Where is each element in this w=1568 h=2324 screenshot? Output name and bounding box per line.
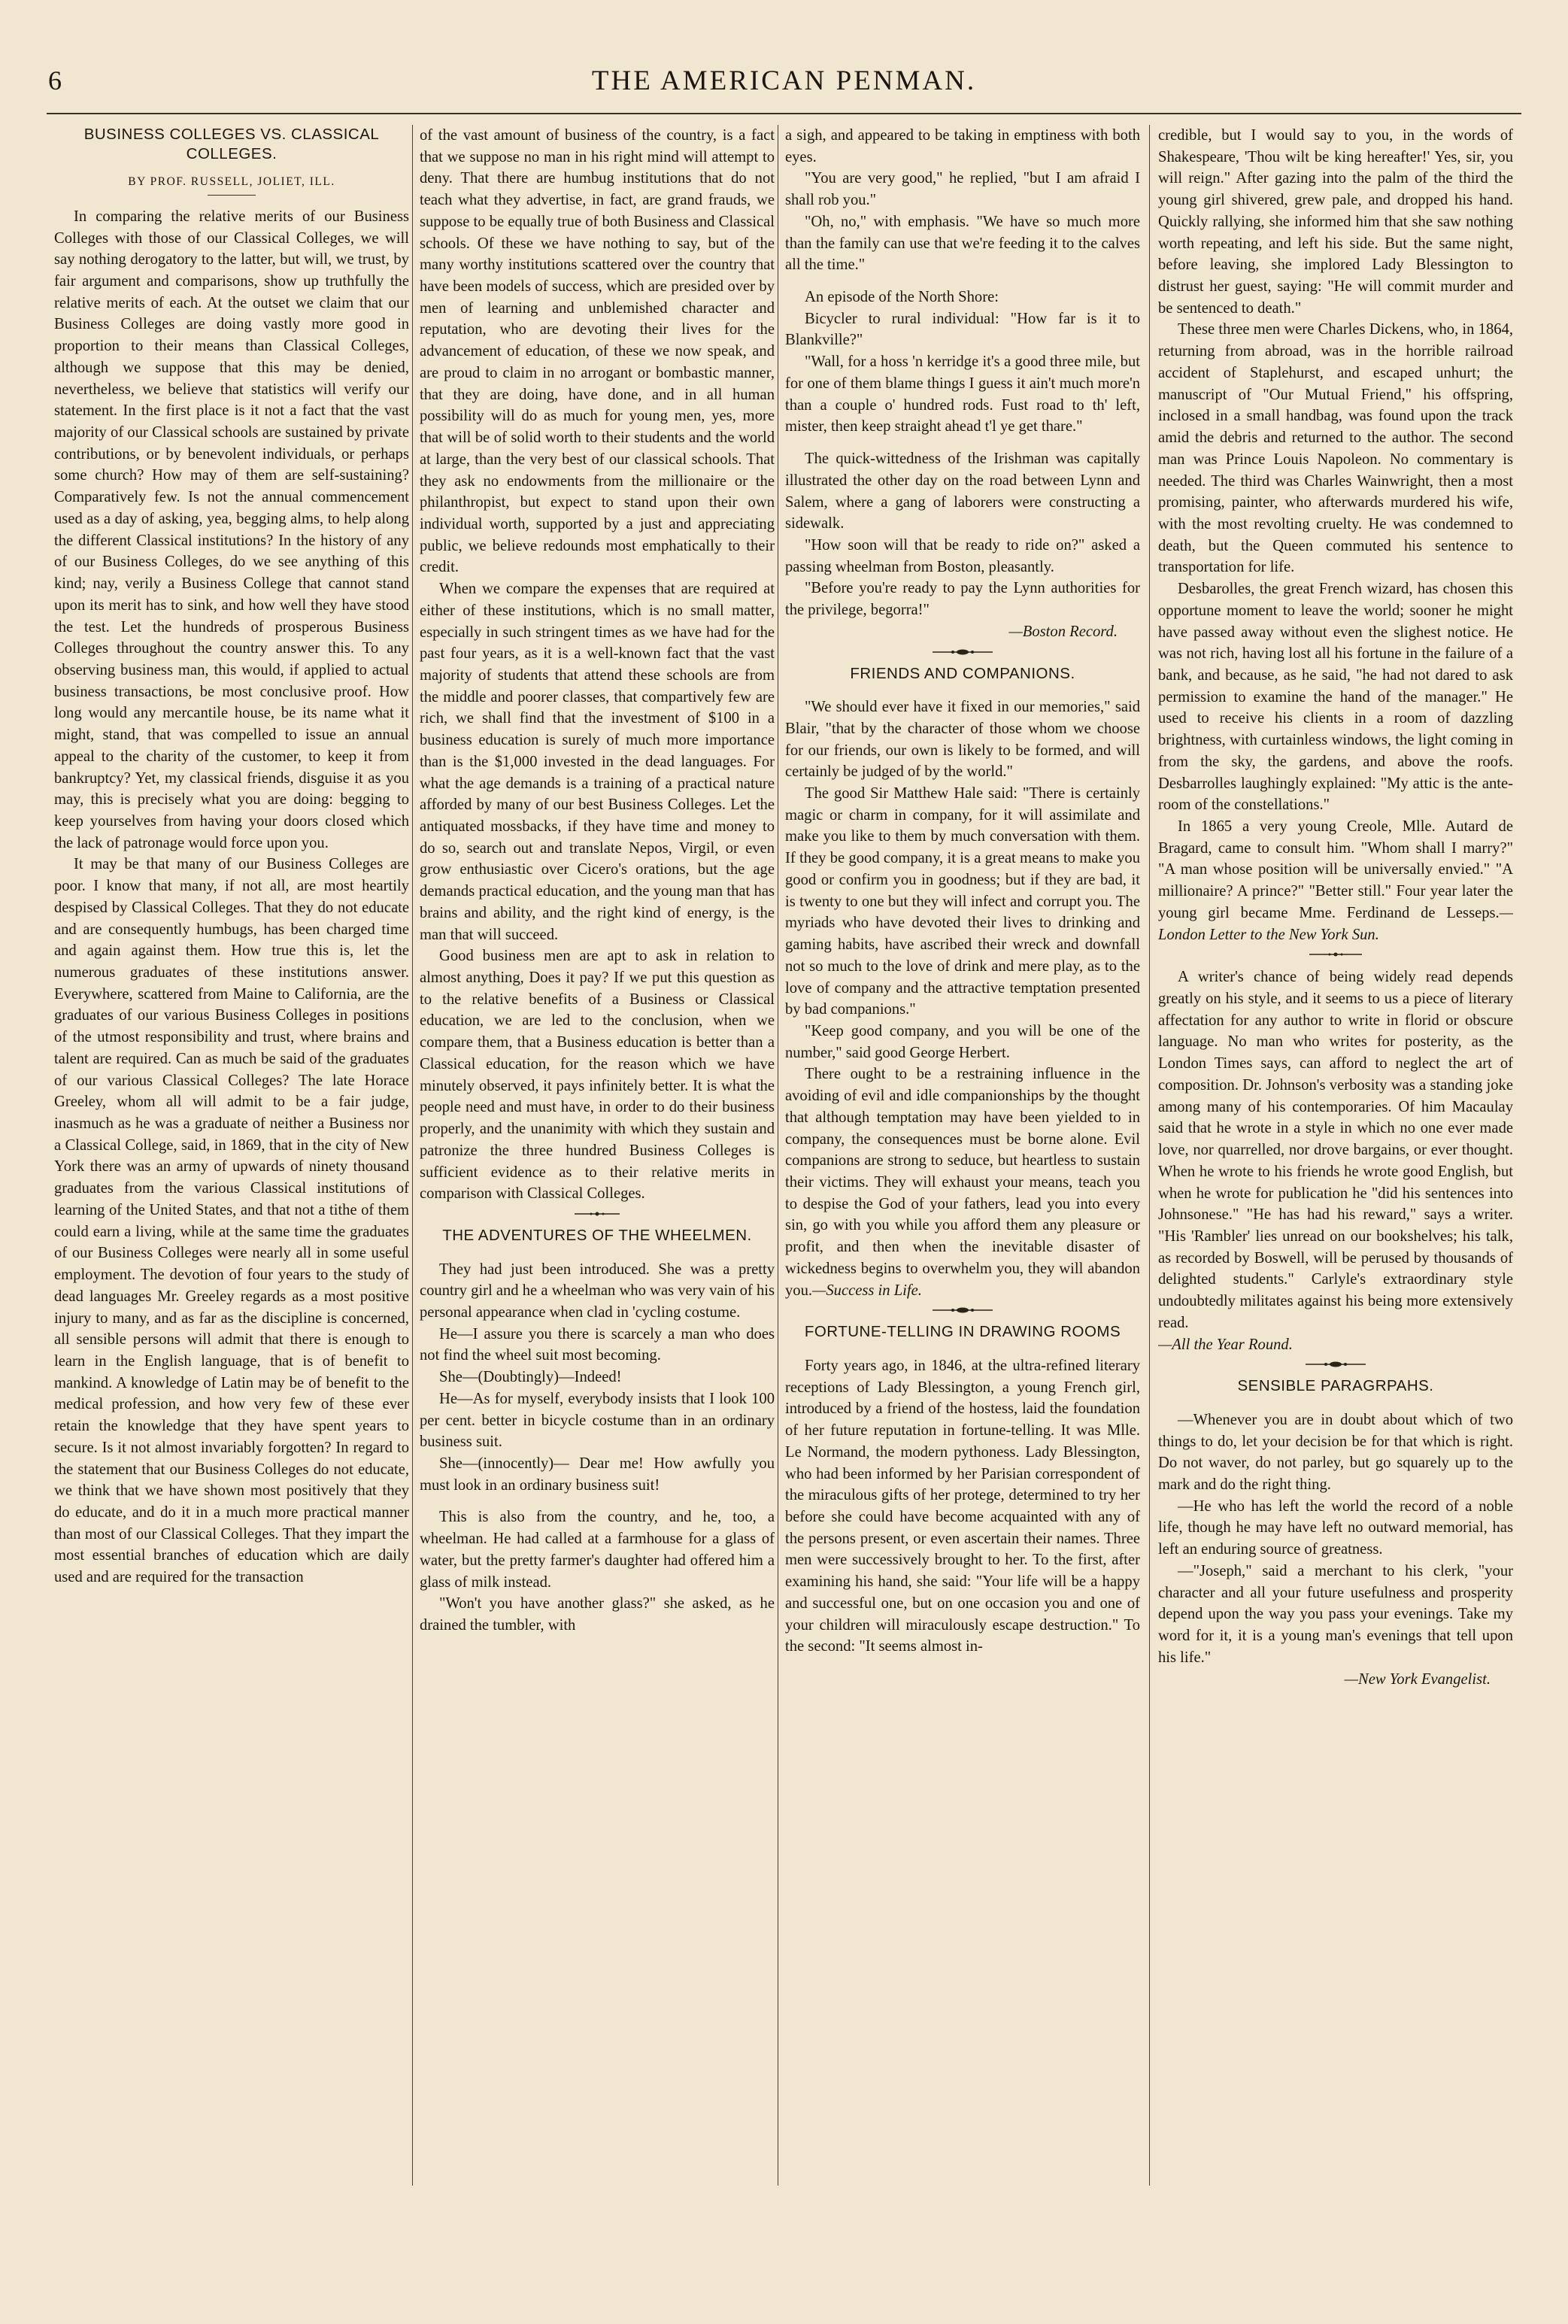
divider-ornament [1158,950,1513,959]
paragraph: He—I assure you there is scarcely a man who does not find the wheel suit most becoming. [420,1325,775,1364]
divider-ornament [420,1209,775,1218]
source-credit: —Success in Life. [812,1282,922,1299]
paragraph: In comparing the relative merits of our Business Colleges with those of our Classical Colleges, we will say nothing derogatory to the latter, but will, we trust, by fair argument and comparisons, show up truthfully the relative merits of each. At the outset we claim that our Business Colleges are doing vastly more good in proportion to their means than Classical Colleges, although we suppose that this may be denied, nevertheless, we believe that statistics will verify our statement. In the first place is it not a fact that the vast majority of our Classical schools are sustained by private contributions, or by benevolent individuals, or perhaps some church? How may of them are self-sustaining? Comparatively few. Is not the annual commencement used as a day of asking, yea, begging alms, to help along the different Classical institutions? In the history of any of our Business Colleges, do we see anything of this kind; nay, verily a Business College that cannot stand upon its merit has to sink, and how well they have stood the test. Let the hundreds of prosperous Business Colleges throughout the country answer this. To any observing business man, this would, if applied to actual business transactions, be most conclusive proof. How long would any mercantile house, be its name what it might, stand, that was compelled to issue an annual appeal to the charity of the customer, to keep it from bankruptcy? Yet, my classical friends, disguise it as you may, this is precisely what you are doing: begging to keep yourselves from having your doors closed which the lack of patronage would force upon you. [54,208,409,851]
paragraph: Desbarolles, the great French wizard, has chosen this opportune moment to leave the world; sooner he might have passed away without even the slighest notice. He was not rich, having lost all his fortune in the failure of a bank, and because, as he said, "he had not dared to ask permission to examine the hand of the manager." He used to receive his clients in a room of dazzling brightness, with curtainless windows, the light coming in from the sky, the gardens, and above the roofs. Desbarrolles laughingly explained: "My attic is the ante-room of the constellations." [1158,581,1513,814]
paragraph: "How soon will that be ready to ride on?" asked a passing wheelman from Boston, pleasantly. [785,536,1140,575]
paragraph: "Before you're ready to pay the Lynn authorities for the privilege, begorra!" [785,580,1140,619]
paragraph: The good Sir Matthew Hale said: "There is certainly magic or charm in company, for it will assimilate and make you like to them by much conversation with them. If they be good company, it is a great means to make you good or confirm you in goodness; but if they are bad, it is twenty to one but they will infect and corrupt you. The myriads who have devoted their lives to drinking and gaming habits, have ascribed their wreck and downfall not so much to the love of drink and mere play, as to the love of company and the attractive temptation presented by bad companions." [785,785,1140,1018]
paragraph: These three men were Charles Dickens, who, in 1864, returning from abroad, was in the horrible railroad accident of Staplehurst, and escaped unhurt; the manuscript of "Our Mutual Friend," his offspring, inclosed in a small handbag, was found upon the track amid the debris and returned to the author. The second man was Prince Louis Napoleon. No commentary is needed. The third was Charles Wainwright, then a most promising, painter, who afterwards murdered his wife, with the most revolting cruelty. He was condemned to death, but the Queen commuted his sentence to transportation for life. [1158,321,1513,576]
paragraph: "Oh, no," with emphasis. "We have so much more than the family can use that we're feeding it to the calves all the time." [785,213,1140,274]
byline: BY PROF. RUSSELL, JOLIET, ILL. [128,175,335,189]
divider-ornament [785,1306,1140,1315]
paragraph [785,1063,1140,1301]
paragraph: This is also from the country, and he, too, a wheelman. He had called at a farmhouse for a glass of water, but the pretty farmer's daughter had offered him a glass of milk instead. [420,1509,775,1591]
source-credit: —New York Evangelist. [1344,1670,1491,1688]
header-rule [47,113,1521,114]
paragraph [1158,816,1513,945]
paragraph: —Whenever you are in doubt about which of two things to do, let your decision be for that which is right. Do not waver, do not parley, but go squarely up to the mark and do the right thing. [1158,1411,1513,1494]
paragraph-text: In 1865 a very young Creole, Mlle. Autard de Bragard, came to consult him. "Whom shall I marry?" "A man whose position will be universally envied." "A millionaire? A prince?" "Better still." Four year later the young girl became Mme. Ferdinand de Lesseps. [1158,818,1513,921]
column-2 [420,125,775,2186]
paragraph: —He who has left the world the record of a noble life, though he may have left no outward memorial, has left an enduring source of greatness. [1158,1497,1513,1558]
paragraph: —"Joseph," said a merchant to his clerk, "your character and all your future usefulness and prosperity depend upon the way you pass your evenings. Take my word for it, it is a young man's evenings that tell upon his life." [1158,1562,1513,1666]
source-credit: —Boston Record. [1008,623,1118,640]
paragraph: Bicycler to rural individual: "How far is it to Blankville?" [785,310,1140,349]
paragraph: When we compare the expenses that are required at either of these institutions, which is no small matter, especially in such stringent times as we have had for the past four years, as it is a well-known fact that the vast majority of students that attend these schools are from the middle and poorer classes, that compartively few are rich, we shall find that the investment of $100 in a business education is surely of much more importance than is the $1,000 invested in the dead languages. For what the age demands is a training of a practical nature afforded by many of our best Business Colleges. Let the antiquated mossbacks, if they have time and money to do so, search out and translate Nepos, Virgil, or even grow enthusiastic over Cicero's orations, but the age demands practical education, and the young man that has brains and ability, and the right kind of energy, is the man that will succeed. [420,581,775,943]
column-1 [54,125,409,2186]
article-title-friends: FRIENDS AND COMPANIONS. [850,664,1075,682]
paragraph: They had just been introduced. She was a pretty country girl and he a wheelman who was very vain of his personal appearance when clad in 'cycling costume. [420,1261,775,1321]
column-4 [1158,125,1513,2186]
paragraph: credible, but I would say to you, in the words of Shakespeare, 'Thou wilt be king hereafter!' Yes, sir, you will reign." After gazing into the palm of the third the young girl shivered, grew pale, and dropped his hand. Quickly rallying, she informed him that she saw nothing worth repeating, and left his side. But the same night, before leaving, she implored Lady Blessington to distrust her guest, saying: "He will commit murder and be sentenced to death." [1158,127,1513,317]
source-credit: —All the Year Round. [1158,1336,1293,1353]
divider-ornament [1158,1360,1513,1369]
column-rule [1149,125,1150,2186]
paragraph: of the vast amount of business of the country, is a fact that we suppose no man in his right mind will attempt to deny. That there are humbug institutions that do not teach what they advertise, in fact, are grand frauds, we suppose to be equally true of both Business and Classical schools. Of these we have nothing to say, but of the many worthy institutions scattered over the country that have been models of success, which are presided over by men of learning and unblemished character and reputation, who are devoting their lives for the advancement of education, of these we now speak, and are proud to claim in no arrogant or bombastic manner, that they are doing, have done, and in all human possibility will do as much for young men, yes, more that will be of solid worth to their students and the world at large, than the very best of our classical schools. That they ask no endowments from the millionaire or the philanthropist, but expect to stand upon their own individual worth, supported by a just and appreciating public, we believe redounds most emphatically to their credit. [420,127,775,576]
article-title-business-colleges: BUSINESS COLLEGES VS. CLASSICAL COLLEGES. [83,126,380,162]
paragraph: Good business men are apt to ask in relation to almost anything, Does it pay? If we put this question as to the relative benefits of a Business or Classical education, we are led to the conclusion, when we compare them, that a Business education is better than a Classical education, for the reason which we have minutely observed, it pays infinitely better. It is what the people need and must have, in order to do their business properly, and the unanimity with which they sustain and patronize the three hundred Business Colleges is sufficient evidence as to their relative merits in comparison with Classical Colleges. [420,948,775,1203]
paragraph: "We should ever have it fixed in our memories," said Blair, "that by the character of those whom we choose for our friends, our own is likely to be formed, and will certainly be judged of by the world." [785,699,1140,781]
byline-rule [208,195,256,196]
article-title-fortune-telling: FORTUNE-TELLING IN DRAWING ROOMS [804,1323,1121,1341]
paragraph: She—(Doubtingly)—Indeed! [439,1369,622,1386]
page-header [48,65,1520,107]
paragraph: "Won't you have another glass?" she asked, as he drained the tumbler, with [420,1595,775,1634]
divider-ornament [785,648,1140,657]
masthead: THE AMERICAN PENMAN. [591,65,977,96]
paragraph: He—As for myself, everybody insists that I look 100 per cent. better in bicycle costume than in an ordinary business suit. [420,1390,775,1451]
columns [47,125,1522,2193]
article-title-sensible-paragraphs: SENSIBLE PARAGRPAHS. [1237,1377,1434,1395]
paragraph: The quick-wittedness of the Irishman was capitally illustrated the other day on the road between Lynn and Salem, where a gang of laborers were constructing a sidewalk. [785,451,1140,532]
page-number: 6 [48,65,62,96]
paragraph: "You are very good," he replied, "but I am afraid I shall rob you." [785,170,1140,209]
column-3 [785,125,1140,2186]
paragraph: "Keep good company, and you will be one of the number," said good George Herbert. [785,1022,1140,1061]
paragraph: a sigh, and appeared to be taking in emptiness with both eyes. [785,127,1140,165]
source-credit: —London Letter to the New York Sun. [1158,904,1513,943]
paragraph: "Wall, for a hoss 'n kerridge it's a good three mile, but for one of them blame things I guess it ain't much more'n than a couple o' hundred rods. Fust road to th' left, mister, then keep straight ahead t'l ye get thare." [785,353,1140,435]
paragraph-text: There ought to be a restraining influence in the avoiding of evil and idle companionships by the thought that although temptation may have been yielded to in company, the consequences must be borne alone. Evil companions are strong to seduce, but heartless to sustain their victims. They will exhaust your means, teach you to despise the God of your fathers, lead you into every sin, go with you while you afford them any pleasure or profit, and then when the inevitable disaster of wickedness begins to overwhelm you, they will abandon you. [785,1066,1140,1299]
paragraph: Forty years ago, in 1846, at the ultra-refined literary receptions of Lady Blessington, a young French girl, introduced by a friend of the hostess, laid the foundation of her future reputation in fortune-telling. It was Mlle. Le Normand, the modern pythoness. Lady Blessington, who had been informed by her Parisian correspondent of the miraculous gifts of her protege, determined to try her before she could have become acquainted with any of the persons present, or even ascertain their names. Three men were successively brought to her. To the first, after examining his hand, she said: "Your life will be a happy and successful one, but on one occasion you and one of your children will miraculously escape destruction." To the second: "It seems almost in- [785,1357,1140,1655]
paragraph: An episode of the North Shore: [805,289,999,306]
column-rule [412,125,413,2186]
paragraph: A writer's chance of being widely read depends greatly on his style, and it seems to us a piece of literary affectation for any author to write in florid or obscure language. No man who writes for posterity, as the London Times says, can afford to neglect the art of composition. Dr. Johnson's verbosity was a standing joke among many of his contemporaries. Of him Macaulay said that he wrote in a style in which no one ever made love, nor quarrelled, nor drove bargains, or ever thought. When he wrote to his friends he wrote good English, but when he wrote for publication he "did his sentences into Johnsonese." "He has had his reward," says a writer. "His 'Rambler' lies unread on our bookshelves; his talk, as recorded by Boswell, will be perused by thousands of delighted students." Carlyle's extraordinary style undoubtedly militates against his being more extensively read. [1158,969,1513,1331]
paragraph: She—(innocently)— Dear me! How awfully you must look in an ordinary business suit! [420,1455,775,1494]
article-title-wheelmen: THE ADVENTURES OF THE WHEELMEN. [442,1226,752,1244]
paragraph: It may be that many of our Business Colleges are poor. I know that many, if not all, are most heartily despised by Classical Colleges. That they do not educate and are consequently humbugs, has been charged time and again against them. How true this is, let the numerous graduates of these institutions answer. Everywhere, scattered from Maine to California, are the graduates of our various Business Colleges in positions of the utmost responsibility and trust, where brains and talent are required. Can as much be said of the graduates of our various Classical Colleges? The late Horace Greeley, whom all will admit to be a fair judge, inasmuch as he was a graduate of neither a Business nor a Classical College, said, in 1869, that in the city of New York there was an army of upwards of ninety thousand graduates from the various Classical institutions of learning of the United States, and that not a tithe of them could earn a living, while at the same time the graduates of our Business Colleges were nearly all in some useful employment. The devotion of four years to the study of dead languages Mr. Greeley regards as a most positive injury to many, and as far as the discipline is concerned, all sensible persons will admit that there is enough to learn in the English language, that is of benefit to mankind. A knowledge of Latin may be of benefit to the medical profession, and how very few of these ever retain the knowledge that they have spent years to secure. Is it not almost invariably forgotten? In regard to the statement that our Business Colleges do not educate, we think that we have shown most positively that they do educate, and do it in a much more practical manner than most of our Classical Colleges. That they impart the most essential branches of education which are daily used and are required for the transaction [54,856,409,1586]
